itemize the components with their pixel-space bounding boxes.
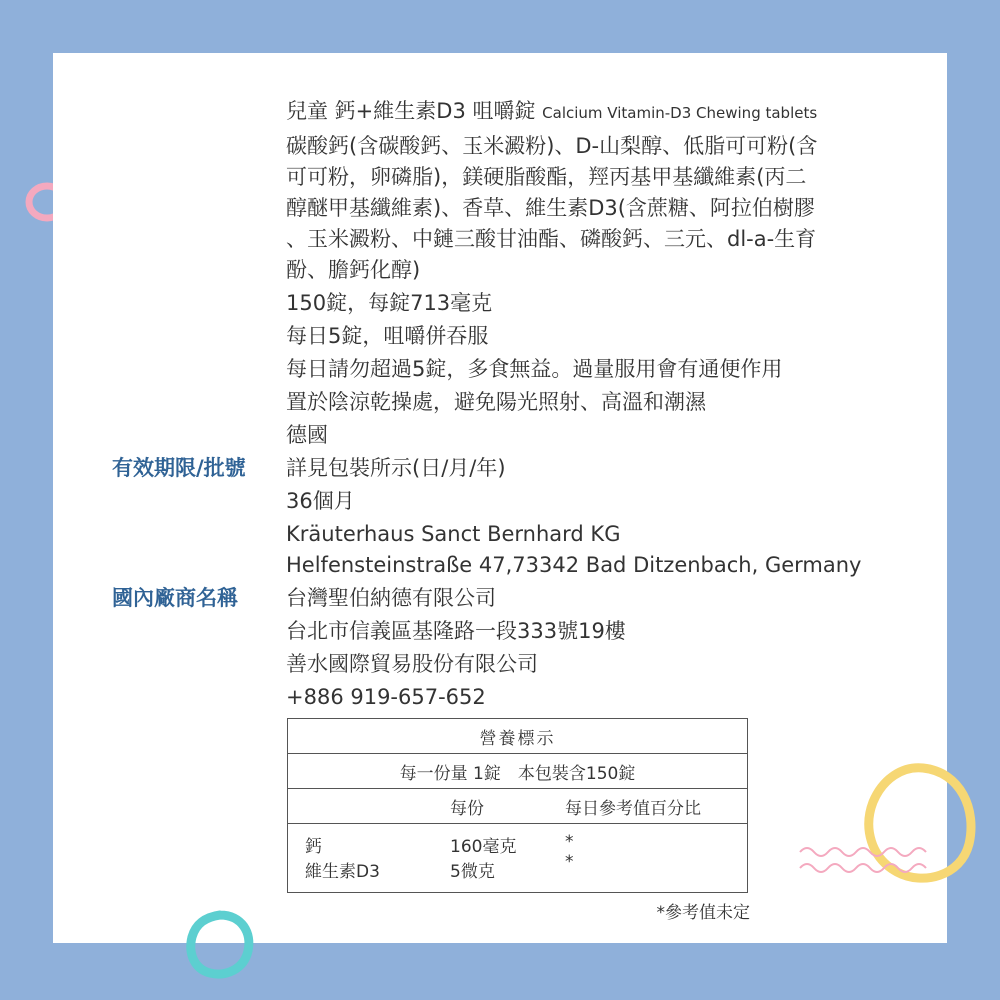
manufacturer-address: Helfensteinstraße 47,73342 Bad Ditzenbach, Germany (286, 553, 862, 577)
header-daily-value: 每日參考值百分比 (565, 789, 748, 824)
row-hotline (112, 682, 902, 713)
nutrient-name: 維生素D3 (305, 862, 380, 882)
row-product-name (112, 96, 902, 129)
ingredients-line: 碳酸鈣(含碳酸鈣、玉米澱粉)、D-山梨醇、低脂可可粉(含 (286, 134, 818, 158)
nutrient-names (288, 824, 451, 893)
nutrient-daily-values (565, 824, 748, 893)
nutrition-column-header (288, 789, 748, 824)
teal-ring-decoration (180, 905, 260, 985)
value-caution: 每日請勿超過5錠，多食無益。過量服用會有通便作用 (286, 357, 783, 381)
nutrient-amounts (450, 824, 565, 893)
manufacturer-name: Kräuterhaus Sanct Bernhard KG (286, 522, 621, 546)
label-text: 有效期限/批號 (112, 456, 246, 480)
nutrient-amount: 160毫克 (450, 837, 517, 857)
nutrition-table (287, 718, 748, 893)
row-address (112, 616, 902, 647)
header-per-serving: 每份 (450, 789, 565, 824)
ingredients-line: 醇醚甲基纖維素)、香草、維生素D3(含蔗糖、阿拉伯樹膠 (286, 196, 815, 220)
row-ingredients (112, 131, 902, 286)
value-domestic-company: 台灣聖伯納德有限公司 (286, 586, 496, 610)
label-expiry-batch (112, 453, 260, 483)
ingredients-line: 可可粉，卵磷脂)，鎂硬脂酸酯，羥丙基甲基纖維素(丙二 (286, 165, 807, 189)
value-agent: 善水國際貿易股份有限公司 (286, 652, 538, 676)
value-storage: 置於陰涼乾操處，避免陽光照射、高溫和潮濕 (286, 390, 706, 414)
value-product-name (286, 96, 902, 129)
value-address: 台北市信義區基隆路一段333號19樓 (286, 619, 626, 643)
row-agent (112, 649, 902, 680)
ingredients-line: 、玉米澱粉、中鏈三酸甘油酯、磷酸鈣、三元、dl-a-生育 (286, 227, 817, 251)
row-storage (112, 387, 902, 418)
row-origin (112, 420, 902, 451)
row-expiry-batch (112, 453, 902, 484)
product-info-list (112, 96, 902, 715)
product-name-zh: 兒童 鈣+維生素D3 咀嚼錠 (286, 99, 536, 123)
value-manufacturer (286, 519, 902, 581)
nutrient-daily: * (565, 852, 574, 872)
nutrition-title: 營養標示 (288, 719, 748, 754)
value-ingredients (286, 131, 902, 286)
header-blank (288, 789, 451, 824)
row-usage (112, 321, 902, 352)
nutrient-amount: 5微克 (450, 862, 495, 882)
nutrient-name: 鈣 (305, 837, 322, 857)
nutrition-serving: 每一份量 1錠 本包裝含150錠 (288, 754, 748, 789)
label-domestic-company (112, 583, 260, 613)
nutrient-daily: * (565, 832, 574, 852)
product-name-en: Calcium Vitamin-D3 Chewing tablets (542, 104, 818, 122)
row-manufacturer (112, 519, 902, 581)
nutrition-body (288, 824, 748, 893)
value-capacity: 150錠，每錠713毫克 (286, 291, 493, 315)
label-text: 國內廠商名稱 (112, 586, 238, 610)
value-usage: 每日5錠，咀嚼併吞服 (286, 324, 489, 348)
nutrition-footnote: *參考值未定 (656, 903, 750, 923)
value-shelf-life: 36個月 (286, 489, 355, 513)
value-hotline: +886 919-657-652 (286, 685, 486, 709)
value-origin: 德國 (286, 423, 328, 447)
ingredients-line: 酚、膽鈣化醇) (286, 258, 421, 282)
row-domestic-company (112, 583, 902, 614)
row-capacity (112, 288, 902, 319)
row-shelf-life (112, 486, 902, 517)
value-expiry-batch: 詳見包裝所示(日/月/年) (286, 456, 506, 480)
row-caution (112, 354, 902, 385)
pink-wave-decoration (798, 840, 938, 880)
